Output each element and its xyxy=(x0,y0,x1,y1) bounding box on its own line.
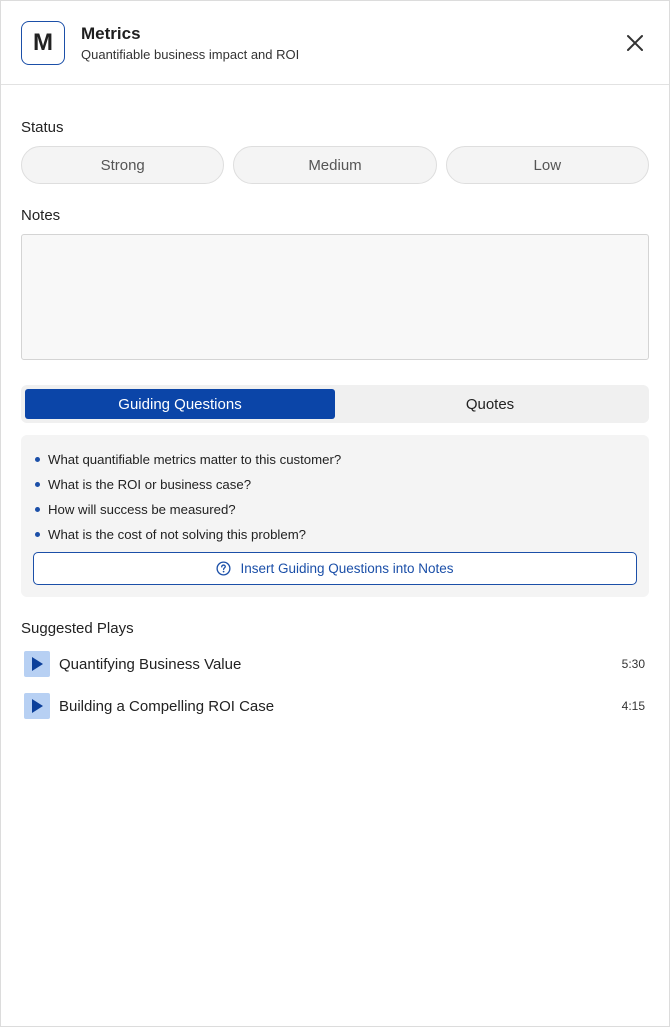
insert-questions-label: Insert Guiding Questions into Notes xyxy=(240,561,454,576)
list-item xyxy=(33,497,637,522)
help-circle-icon xyxy=(216,561,231,576)
avatar: M xyxy=(21,21,65,65)
panel-header xyxy=(1,1,669,85)
question-text: How will success be measured? xyxy=(48,502,236,517)
list-item xyxy=(33,447,637,472)
list-item xyxy=(33,472,637,497)
header-titles xyxy=(81,24,621,62)
suggested-plays-label: Suggested Plays xyxy=(21,620,134,637)
insert-questions-button[interactable] xyxy=(33,552,637,585)
play-title: Building a Compelling ROI Case xyxy=(59,697,275,715)
play-duration: 4:15 xyxy=(621,699,645,713)
tab-bar xyxy=(21,385,649,423)
question-text: What is the cost of not solving this problem? xyxy=(48,527,307,542)
bullet-icon xyxy=(35,457,40,462)
page-title: Metrics xyxy=(81,23,141,43)
status-strong-button[interactable]: Strong xyxy=(21,146,224,184)
suggested-plays-list xyxy=(21,643,649,727)
play-duration: 5:30 xyxy=(621,657,645,671)
question-text: What quantifiable metrics matter to this customer? xyxy=(48,452,342,467)
bullet-icon xyxy=(35,507,40,512)
status-options xyxy=(21,146,649,184)
panel-content xyxy=(1,119,669,727)
page-subtitle: Quantifiable business impact and ROI xyxy=(81,46,300,62)
play-icon[interactable] xyxy=(24,651,50,677)
play-item[interactable] xyxy=(21,643,649,685)
notes-textarea[interactable] xyxy=(21,234,649,360)
tab-guiding-questions[interactable]: Guiding Questions xyxy=(25,389,335,419)
tab-quotes[interactable]: Quotes xyxy=(465,395,515,413)
status-low-button[interactable]: Low xyxy=(446,146,649,184)
status-medium-button[interactable]: Medium xyxy=(233,146,436,184)
question-text: What is the ROI or business case? xyxy=(48,477,252,492)
close-button[interactable] xyxy=(621,29,649,57)
status-label: Status xyxy=(21,119,64,136)
bullet-icon xyxy=(35,482,40,487)
notes-label: Notes xyxy=(21,207,61,224)
bullet-icon xyxy=(35,532,40,537)
play-icon[interactable] xyxy=(24,693,50,719)
guiding-questions-box xyxy=(21,435,649,597)
play-item[interactable] xyxy=(21,685,649,727)
list-item xyxy=(33,522,637,547)
close-icon xyxy=(626,34,644,52)
play-title: Quantifying Business Value xyxy=(59,655,242,673)
